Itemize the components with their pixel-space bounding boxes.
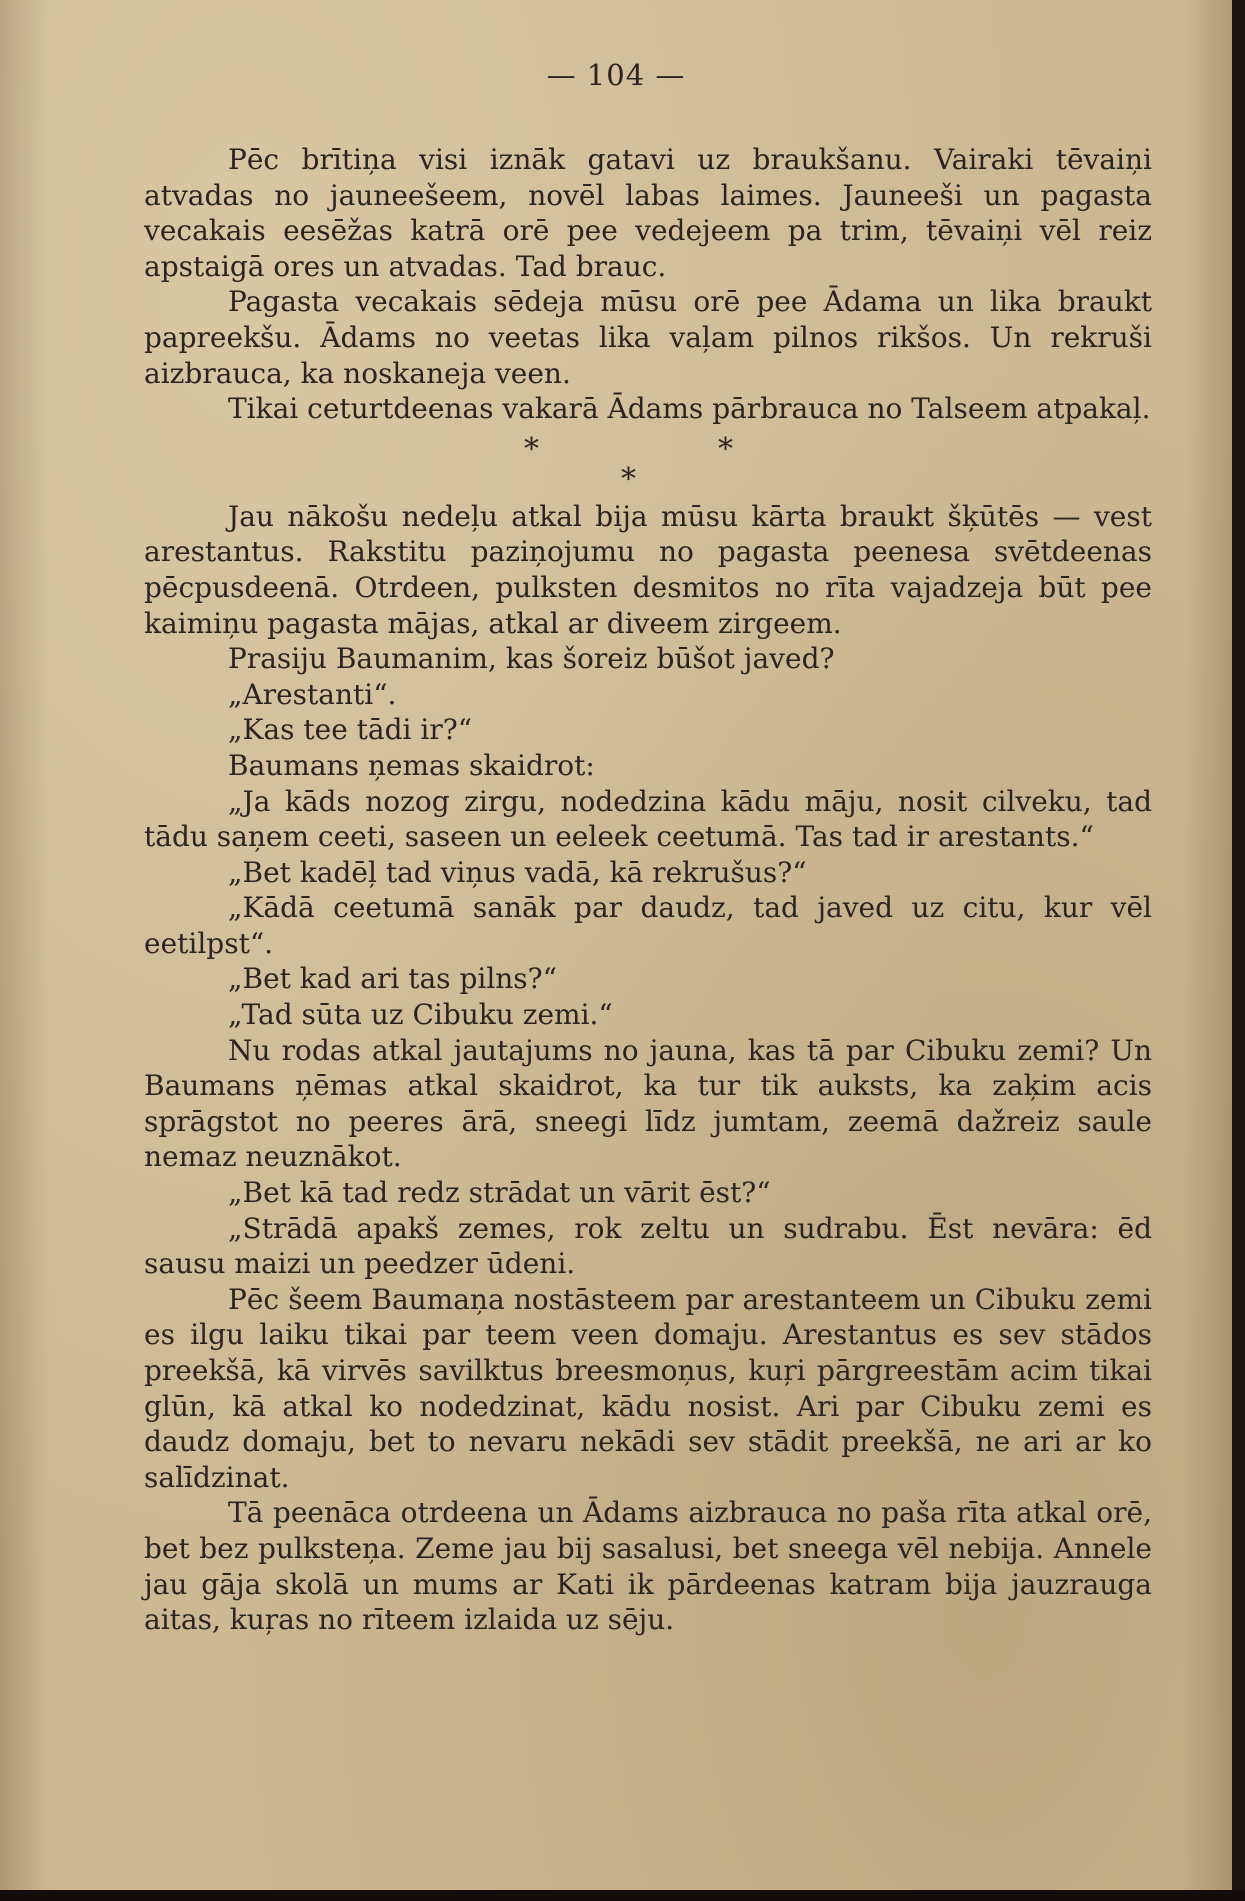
section-separator [144, 427, 1152, 499]
scan-border [0, 1890, 1245, 1901]
paragraph: Baumans ņemas skaidrot: [228, 748, 595, 782]
paragraph: Tikai ceturtdeenas vakarā Ādams pārbrauca no Talseem atpakaļ. [228, 392, 1151, 426]
paragraph: Nu rodas atkal jautajums no jauna, kas tā par Cibuku zemi? Un Baumans ņēmas atkal skaidrot, ka tur tik auksts, ka zaķim acis sprāgstot no peeres ārā, sneegi līdz jumtam, zeemā dažreiz saule nemaz neuznākot. [144, 1033, 1152, 1174]
separator-star: * [524, 431, 539, 467]
paragraph: Tā peenāca otrdeena un Ādams aizbrauca no paša rīta atkal orē, bet bez pulksteņa. Zeme jau bij sasalusi, bet sneega vēl nebija. Annele jau gāja skolā un mums ar Kati ik pārdeenas katram bija jauzrauga aitas, kuŗas no rīteem izlaida uz sēju. [144, 1496, 1152, 1637]
dialogue-line: „Kas tee tādi ir?“ [228, 713, 473, 747]
dialogue-line: „Ja kāds nozog zirgu, nodedzina kādu māju, nosit cilveku, tad tādu saņem ceeti, saseen un eeleek ceetumā. Tas tad ir arestants.“ [144, 784, 1152, 854]
separator-star: * [621, 461, 636, 497]
separator-star: * [718, 431, 733, 467]
dialogue-line: „Tad sūta uz Cibuku zemi.“ [228, 998, 613, 1032]
paragraph: Pēc šeem Baumaņa nostāsteem par arestanteem un Cibuku zemi es ilgu laiku tikai par teem veen domaju. Arestantus es sev stādos preekšā, kā virvēs savilktus breesmoņus, kuŗi pārgreestām acim tikai glūn, kā atkal ko nodedzinat, kādu nosist. Ari par Cibuku zemi es daudz domaju, bet to nevaru nekādi sev stādit preekšā, ne ari ar ko salīdzinat. [144, 1282, 1152, 1494]
dialogue-line: „Bet kad ari tas pilns?“ [228, 962, 557, 996]
dialogue-line: „Bet kadēļ tad viņus vadā, kā rekrušus?“ [228, 855, 807, 889]
dialogue-line: „Bet kā tad redz strādat un vārit ēst?“ [228, 1176, 771, 1210]
paragraph: Jau nākošu nedeļu atkal bija mūsu kārta braukt šķūtēs — vest arestantus. Rakstitu paziņojumu no pagasta peenesa svētdeenas pēcpusdeenā. Otrdeen, pulksten desmitos no rīta vajadzeja būt pee kaimiņu pagasta mājas, atkal ar diveem zirgeem. [144, 499, 1152, 640]
paragraph: Prasiju Baumanim, kas šoreiz būšot javed? [228, 642, 835, 676]
dialogue-line: „Kādā ceetumā sanāk par daudz, tad javed uz citu, kur vēl eetilpst“. [144, 891, 1152, 960]
body-text [144, 142, 1152, 1638]
dialogue-line: „Strādā apakš zemes, rok zeltu un sudrabu. Ēst nevāra: ēd sausu maizi un peedzer ūdeni. [144, 1211, 1152, 1281]
page-number: — 104 — [546, 58, 686, 92]
paragraph: Pagasta vecakais sēdeja mūsu orē pee Ādama un lika braukt papreekšu. Ādams no veetas lika vaļam pilnos rikšos. Un rekruši aizbrauca, ka noskaneja veen. [144, 285, 1152, 390]
dialogue-line: „Arestanti“. [228, 677, 397, 711]
paragraph: Pēc brītiņa visi iznāk gatavi uz braukšanu. Vairaki tēvaiņi atvadas no jauneešeem, novēl labas laimes. Jauneeši un pagasta vecakais eesēžas katrā orē pee vedejeem pa trim, tēvaiņi vēl reiz apstaigā ores un atvadas. Tad brauc. [144, 143, 1152, 283]
